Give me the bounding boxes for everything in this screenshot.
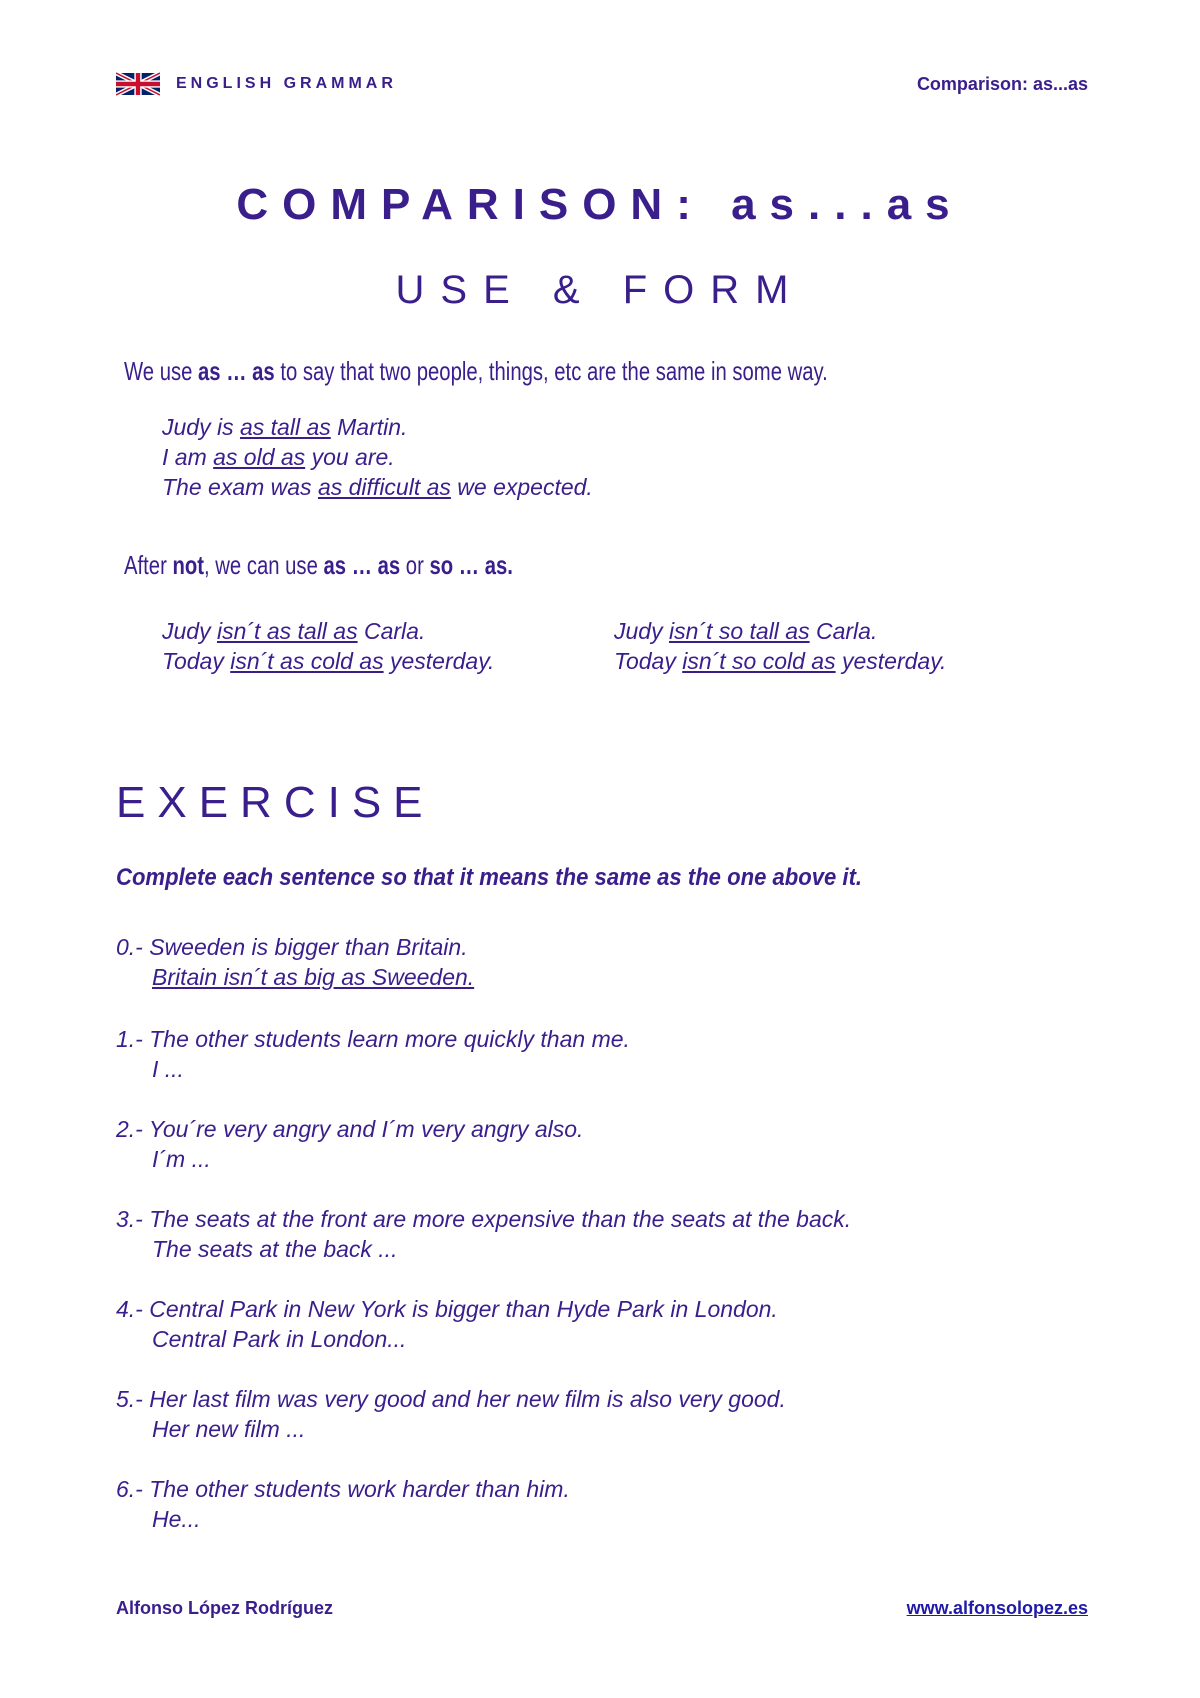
page-title: COMPARISON: as...as (236, 180, 964, 229)
exercise-item (116, 1294, 778, 1354)
item-question: 0.- Sweeden is bigger than Britain. (116, 934, 468, 960)
rule-as-as (124, 356, 828, 387)
exercise-item (116, 1114, 583, 1174)
footer-author: Alfonso López Rodríguez (116, 1598, 333, 1618)
example-sentence: Judy isn´t as tall as Carla. (162, 618, 426, 644)
rule-keyword: as … as (198, 356, 275, 386)
rule-text: to say that two people, things, etc are the same in some way. (274, 356, 828, 386)
item-question: 1.- The other students learn more quickly than me. (116, 1026, 630, 1052)
exercise-item (116, 1474, 570, 1534)
example-sentence: I am as old as you are. (162, 444, 395, 470)
item-question: 2.- You´re very angry and I´m very angry also. (116, 1116, 584, 1142)
item-answer: Her new film ... (152, 1416, 306, 1442)
page-subtitle: USE & FORM (395, 268, 805, 312)
item-question: 3.- The seats at the front are more expensive than the seats at the back. (116, 1206, 852, 1232)
exercise-item (116, 1024, 630, 1084)
header-subject: ENGLISH GRAMMAR (176, 75, 397, 92)
exercise-instruction: Complete each sentence so that it means the same as the one above it. (116, 864, 863, 891)
rule-text: We use (124, 356, 199, 386)
rule-after-not: After not, we can use as … as or so … as. (124, 550, 513, 580)
item-question: 5.- Her last film was very good and her new film is also very good. (116, 1386, 786, 1412)
uk-flag-icon (116, 72, 160, 96)
exercise-item (116, 1384, 786, 1444)
item-answer: I ... (152, 1056, 184, 1082)
item-answer: Central Park in London... (152, 1326, 407, 1352)
exercise-heading: EXERCISE (116, 778, 435, 827)
item-question: 6.- The other students work harder than him. (116, 1476, 570, 1502)
exercise-item (116, 1204, 851, 1264)
example-sentence: Today isn´t so cold as yesterday. (614, 648, 947, 674)
item-answer: He... (152, 1506, 201, 1532)
example-sentence: Judy isn´t so tall as Carla. (614, 618, 878, 644)
example-sentence: Judy is as tall as Martin. (162, 414, 408, 440)
example-sentence: Today isn´t as cold as yesterday. (162, 648, 495, 674)
item-answer: Britain isn´t as big as Sweeden. (152, 964, 475, 990)
item-answer: The seats at the back ... (152, 1236, 398, 1262)
footer-website-link[interactable]: www.alfonsolopez.es (906, 1598, 1088, 1618)
header-topic: Comparison: as...as (916, 74, 1088, 94)
item-question: 4.- Central Park in New York is bigger than Hyde Park in London. (116, 1296, 778, 1322)
item-answer: I´m ... (152, 1146, 211, 1172)
example-sentence: The exam was as difficult as we expected. (162, 474, 593, 500)
exercise-item (116, 932, 474, 992)
header-left (116, 72, 397, 96)
